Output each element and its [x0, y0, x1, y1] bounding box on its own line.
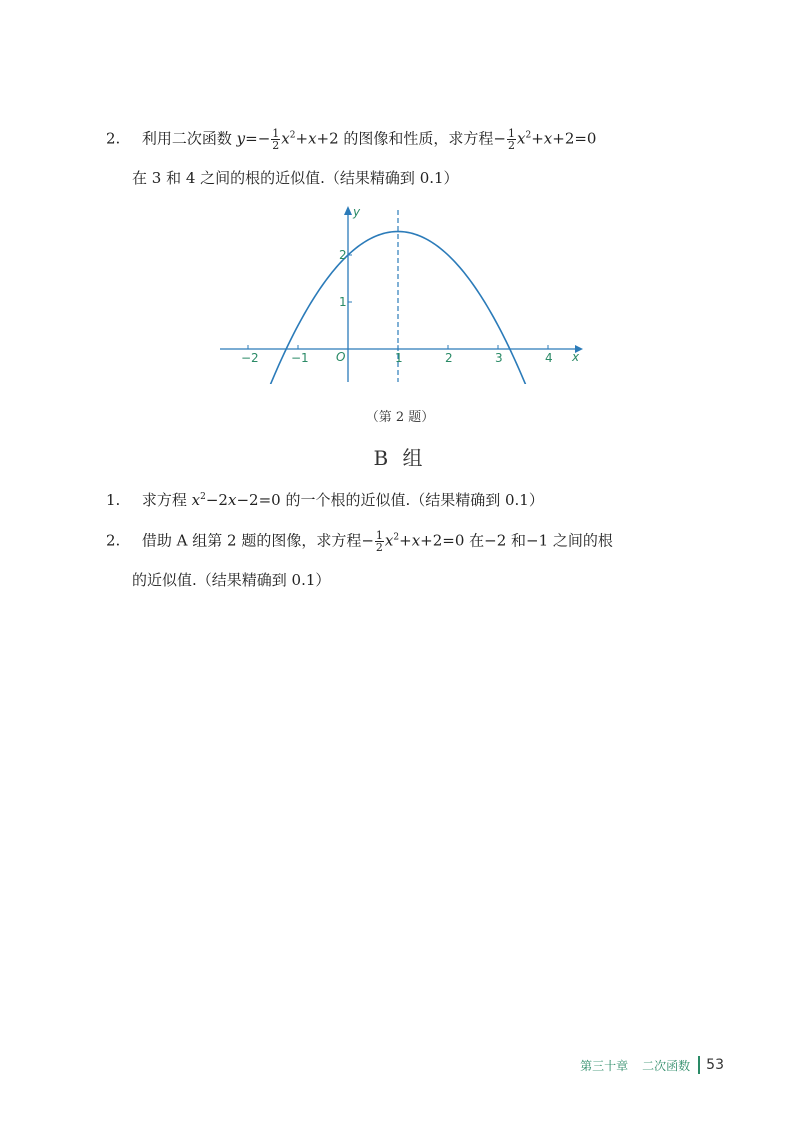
math-op: +2=0	[552, 129, 597, 148]
question-text: 求方程	[141, 491, 192, 509]
question-number: 2.	[106, 531, 121, 550]
question-text: +2=0 在−2 和−1 之间的根	[420, 531, 613, 550]
frac-den: 2	[272, 139, 280, 152]
math-var: x	[308, 129, 317, 148]
topic-label: 二次函数	[642, 1058, 691, 1073]
math-op: −2	[205, 491, 228, 509]
frac-num: 1	[508, 127, 515, 140]
question-number: 1.	[106, 491, 121, 509]
chapter-label: 第三十章	[580, 1058, 629, 1073]
frac-den: 2	[508, 139, 515, 152]
group-b-title: B 组	[373, 446, 427, 470]
exponent: 2	[289, 130, 296, 141]
y-tick-label: 1	[339, 295, 347, 309]
math-op: =−	[245, 129, 271, 148]
exponent: 2	[393, 532, 400, 543]
math-var: x	[227, 491, 237, 509]
exponent: 2	[200, 492, 206, 502]
question-a2-line2: 在 3 和 4 之间的根的近似值.（结果精确到 0.1）	[132, 169, 459, 187]
question-b1	[106, 490, 544, 510]
x-axis-label: x	[572, 350, 580, 364]
page-footer	[580, 1056, 724, 1074]
math-var: x	[543, 129, 553, 148]
y-axis-label: y	[353, 205, 361, 219]
question-number: 2.	[106, 129, 121, 148]
x-tick-label: 1	[395, 351, 403, 365]
math-var: x	[384, 531, 394, 550]
math-op: +2	[316, 129, 339, 148]
math-var: x	[191, 491, 201, 509]
y-tick-label: 2	[339, 248, 347, 262]
parabola-chart	[205, 204, 605, 384]
x-tick-label: 3	[495, 351, 503, 365]
footer-divider	[698, 1056, 700, 1074]
page-number: 53	[706, 1057, 724, 1073]
fraction	[375, 530, 384, 553]
question-b2-line1	[106, 530, 613, 553]
x-tick-label: 4	[545, 351, 553, 365]
exponent: 2	[525, 130, 532, 141]
origin-label: O	[336, 350, 346, 364]
math-var: x	[411, 531, 421, 550]
math-var: x	[517, 129, 526, 148]
math-var: x	[281, 129, 290, 148]
math-op: +	[295, 129, 309, 148]
x-tick-label: −1	[291, 351, 309, 365]
math-op: +	[399, 531, 412, 550]
question-a2-line1	[106, 128, 596, 151]
frac-num: 1	[272, 127, 280, 140]
question-b2-line2: 的近似值.（结果精确到 0.1）	[132, 571, 331, 589]
math-var: y	[236, 129, 246, 148]
question-text: 的图像和性质，求方程−	[338, 129, 506, 148]
question-text: −2=0 的一个根的近似值.（结果精确到 0.1）	[236, 491, 544, 509]
question-text: 借助 A 组第 2 题的图像，求方程−	[141, 531, 374, 550]
frac-den: 2	[375, 541, 383, 554]
question-text: 利用二次函数	[141, 129, 237, 148]
x-tick-label: −2	[241, 351, 259, 365]
frac-num: 1	[375, 529, 383, 542]
fraction	[271, 128, 280, 151]
fraction	[507, 128, 516, 151]
figure-caption: （第 2 题）	[365, 410, 435, 425]
y-axis-arrow	[344, 206, 352, 215]
x-tick-label: 2	[445, 351, 453, 365]
math-op: +	[531, 129, 544, 148]
